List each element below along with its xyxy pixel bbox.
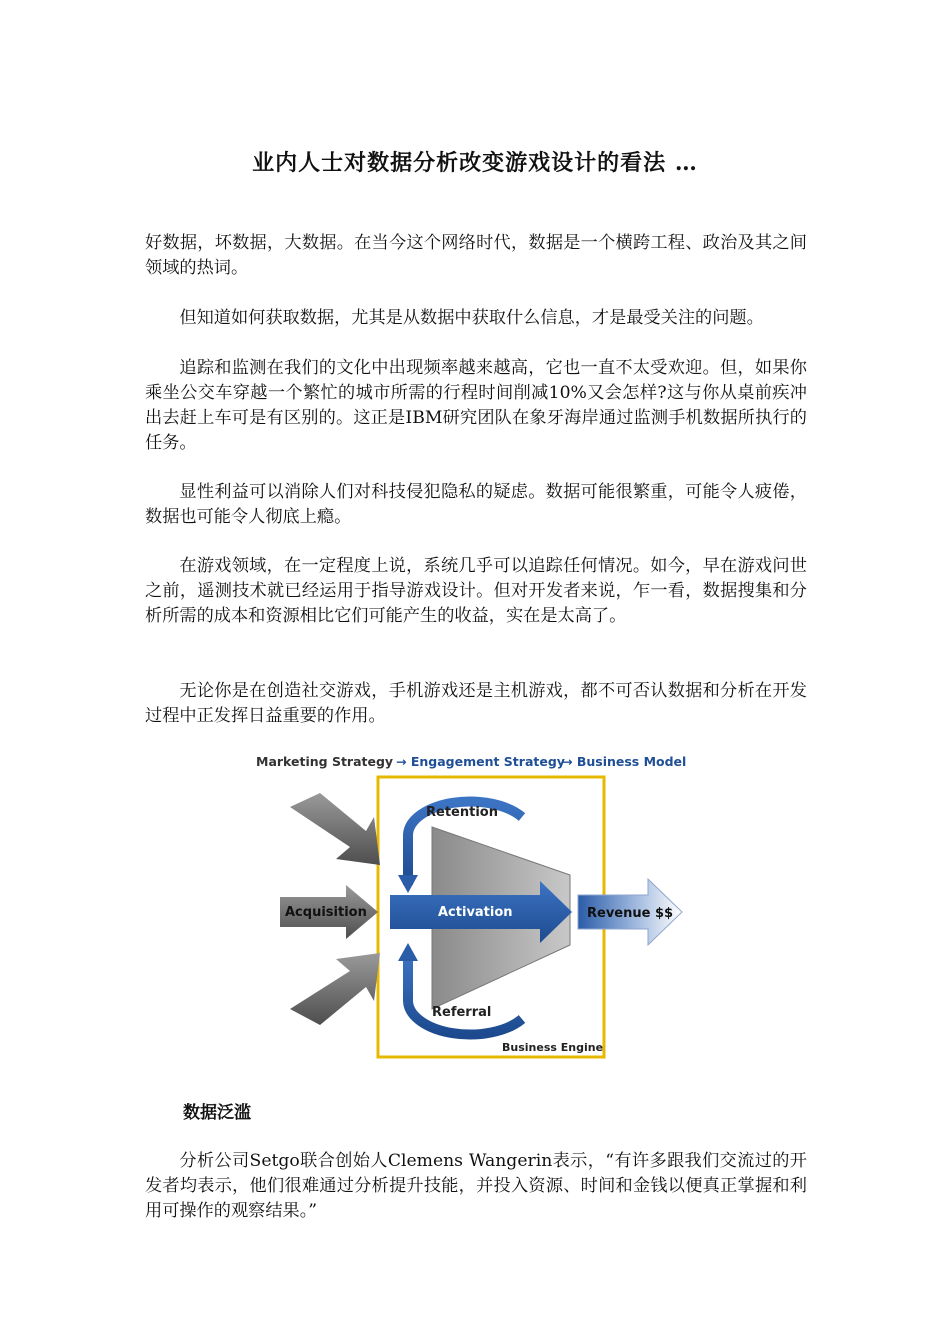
paragraph-2: 但知道如何获取数据，尤其是从数据中获取什么信息，才是最受关注的问题。 [179,308,764,328]
business-engine-diagram [250,747,690,1065]
diagram-svg [250,747,690,1065]
label-revenue: Revenue $$ [587,906,674,921]
label-business-engine: Business Engine [502,1041,604,1054]
paragraph-1: 好数据，坏数据，大数据。在当今这个网络时代，数据是一个横跨工程、政治及其之间领域的热词。 [145,233,807,278]
paragraph-3: 追踪和监测在我们的文化中出现频率越来越高，它也一直不太受欢迎。但，如果你乘坐公交车穿越一个繁忙的城市所需的行程时间削减10%又会怎样?这与你从桌前疾冲出去赶上车可是有区别的。这正是IBM研究团队在象牙海岸通过监测手机数据所执行的任务。 [145,358,807,453]
page-title: 业内人士对数据分析改变游戏设计的看法 … [252,150,698,176]
label-referral: Referral [432,1005,492,1020]
paragraph-4: 显性利益可以消除人们对科技侵犯隐私的疑虑。数据可能很繁重，可能令人疲倦，数据也可能令人彻底上瘾。 [145,482,807,527]
label-retention: Retention [426,805,498,820]
incoming-arrow-top [290,793,380,865]
paragraph-5: 在游戏领域，在一定程度上说，系统几乎可以追踪任何情况。如今，早在游戏问世之前，遥测技术就已经运用于指导游戏设计。但对开发者来说，乍一看，数据搜集和分析所需的成本和资源相比它们可能产生的收益，实在是太高了。 [145,556,807,626]
header-business: → Business Model [562,754,687,769]
section-heading: 数据泛滥 [183,1103,251,1123]
paragraph-6: 无论你是在创造社交游戏，手机游戏还是主机游戏，都不可否认数据和分析在开发过程中正发挥日益重要的作用。 [145,681,807,726]
header-marketing: Marketing Strategy [256,754,394,769]
paragraph-7: 分析公司Setgo联合创始人Clemens Wangerin表示，“有许多跟我们交流过的开发者均表示，他们很难通过分析提升技能，并投入资源、时间和金钱以便真正掌握和利用可操作的观察结果。” [145,1151,807,1221]
header-engagement: → Engagement Strategy [396,754,565,769]
label-acquisition: Acquisition [285,905,367,920]
label-activation: Activation [438,905,513,920]
incoming-arrow-bottom [290,953,380,1025]
